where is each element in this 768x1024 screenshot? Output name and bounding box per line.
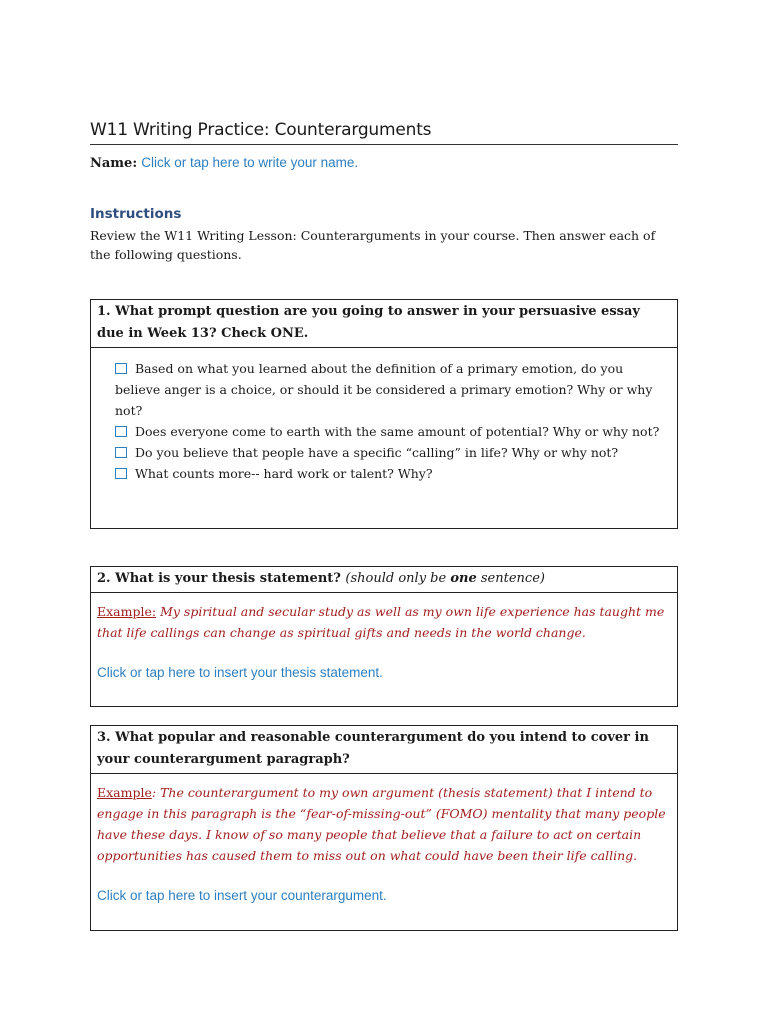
- prompt-option-label: Does everyone come to earth with the same amount of potential? Why or why not?: [135, 424, 660, 439]
- instructions-text: Review the W11 Writing Lesson: Counterarguments in your course. Then answer each of the following questions.: [90, 228, 656, 262]
- example-label: Example: [97, 785, 152, 800]
- instructions-heading: Instructions: [90, 206, 182, 222]
- name-field[interactable]: Click or tap here to write your name.: [141, 155, 359, 170]
- prompt-option[interactable]: [115, 442, 665, 463]
- page-title: W11 Writing Practice: Counterarguments: [90, 120, 678, 145]
- name-row: [90, 155, 358, 171]
- question-1-box: [90, 299, 678, 529]
- question-2-title: 2. What is your thesis statement?: [97, 571, 341, 586]
- checkbox-icon[interactable]: [115, 447, 127, 458]
- question-3-body: [91, 774, 677, 916]
- hint-emphasis: one: [450, 571, 477, 586]
- prompt-option-label: What counts more-- hard work or talent? Why?: [135, 466, 433, 481]
- question-2-box: [90, 566, 678, 707]
- checkbox-icon[interactable]: [115, 363, 127, 374]
- hint-text: (should only be: [345, 571, 451, 586]
- example-label: Example:: [97, 604, 157, 619]
- prompt-option[interactable]: [115, 463, 665, 484]
- example-text: My spiritual and secular study as well as my own life experience has taught me that life callings can change as spiritual gifts and needs in the world change.: [97, 604, 665, 640]
- counterargument-field[interactable]: Click or tap here to insert your counterargument.: [97, 888, 387, 903]
- name-label: Name:: [90, 156, 138, 171]
- question-2-hint: [345, 571, 545, 586]
- thesis-example: [97, 601, 671, 643]
- prompt-option[interactable]: [115, 421, 665, 442]
- prompt-option-label: Do you believe that people have a specific “calling” in life? Why or why not?: [135, 445, 619, 460]
- prompt-option[interactable]: [115, 358, 665, 421]
- checkbox-icon[interactable]: [115, 468, 127, 479]
- thesis-statement-field[interactable]: Click or tap here to insert your thesis statement.: [97, 665, 383, 680]
- prompt-options-list: [91, 348, 677, 484]
- question-2-body: [91, 593, 677, 693]
- hint-text: sentence): [476, 571, 545, 586]
- question-3-heading: 3. What popular and reasonable counterargument do you intend to cover in your counterargument paragraph?: [91, 726, 677, 774]
- question-1-heading: 1. What prompt question are you going to answer in your persuasive essay due in Week 13? Check ONE.: [91, 300, 677, 348]
- question-2-heading: [91, 567, 677, 593]
- question-3-box: [90, 725, 678, 931]
- prompt-option-label: Based on what you learned about the definition of a primary emotion, do you believe anger is a choice, or should it be considered a primary emotion? Why or why not?: [115, 361, 653, 418]
- example-text: : The counterargument to my own argument (thesis statement) that I intend to engage in this paragraph is the “fear-of-missing-out” (FOMO) mentality that many people have these days. I know of so many people that believe that a failure to act on certain opportunities has caused them to miss out on what could have been their life calling.: [97, 785, 666, 863]
- checkbox-icon[interactable]: [115, 426, 127, 437]
- counterargument-example: [97, 782, 671, 866]
